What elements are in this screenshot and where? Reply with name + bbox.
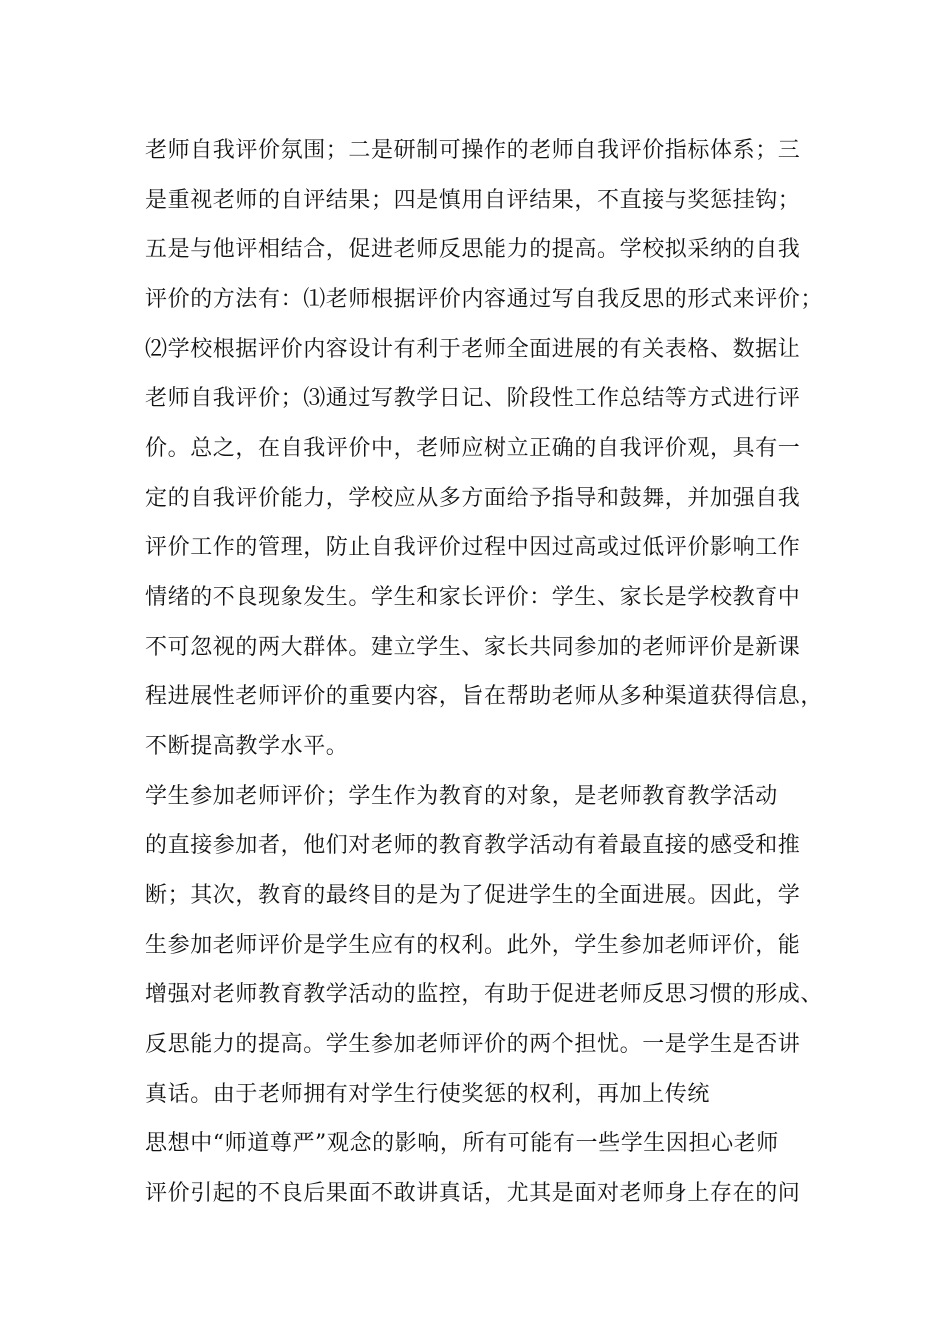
text-line: 反思能力的提高。学生参加老师评价的两个担忧。一是学生是否讲 (145, 1032, 801, 1057)
text-line: 的直接参加者，他们对老师的教育教学活动有着最直接的感受和推 (145, 833, 801, 858)
text-line: 定的自我评价能力，学校应从多方面给予指导和鼓舞，并加强自我 (145, 486, 801, 511)
text-line: 老师自我评价氛围；二是研制可操作的老师自我评价指标体系；三 (145, 138, 801, 163)
text-line: 是重视老师的自评结果；四是慎用自评结果，不直接与奖惩挂钩； (145, 188, 801, 213)
text-line: 评价引起的不良后果面不敢讲真话，尤其是面对老师身上存在的问 (145, 1181, 801, 1206)
text-line: 真话。由于老师拥有对学生行使奖惩的权利，再加上传统 (145, 1082, 711, 1107)
text-line: 不可忽视的两大群体。建立学生、家长共同参加的老师评价是新课 (145, 635, 801, 660)
text-line: 思想中“师道尊严”观念的影响，所有可能有一些学生因担心老师 (145, 1131, 779, 1156)
text-line: 价。总之，在自我评价中，老师应树立正确的自我评价观，具有一 (145, 436, 801, 461)
text-line: 老师自我评价；⑶通过写教学日记、阶段性工作总结等方式进行评 (145, 386, 801, 411)
text-line: 学生参加老师评价；学生作为教育的对象，是老师教育教学活动 (145, 784, 778, 809)
text-line: 程进展性老师评价的重要内容，旨在帮助老师从多种渠道获得信息， (145, 684, 824, 709)
text-line: 情绪的不良现象发生。学生和家长评价：学生、家长是学校教育中 (145, 585, 801, 610)
text-line: 不断提高教学水平。 (145, 734, 349, 759)
text-line: 生参加老师评价是学生应有的权利。此外，学生参加老师评价，能 (145, 933, 801, 958)
text-line: ⑵学校根据评价内容设计有利于老师全面进展的有关表格、数据让 (145, 337, 801, 362)
text-line: 评价工作的管理，防止自我评价过程中因过高或过低评价影响工作 (145, 535, 801, 560)
text-line: 五是与他评相结合，促进老师反思能力的提高。学校拟采纳的自我 (145, 237, 801, 262)
text-line: 断；其次，教育的最终目的是为了促进学生的全面进展。因此，学 (145, 883, 801, 908)
text-line: 评价的方法有：⑴老师根据评价内容通过写自我反思的形式来评价； (145, 287, 824, 312)
text-line: 增强对老师教育教学活动的监控，有助于促进老师反思习惯的形成、 (145, 982, 824, 1007)
